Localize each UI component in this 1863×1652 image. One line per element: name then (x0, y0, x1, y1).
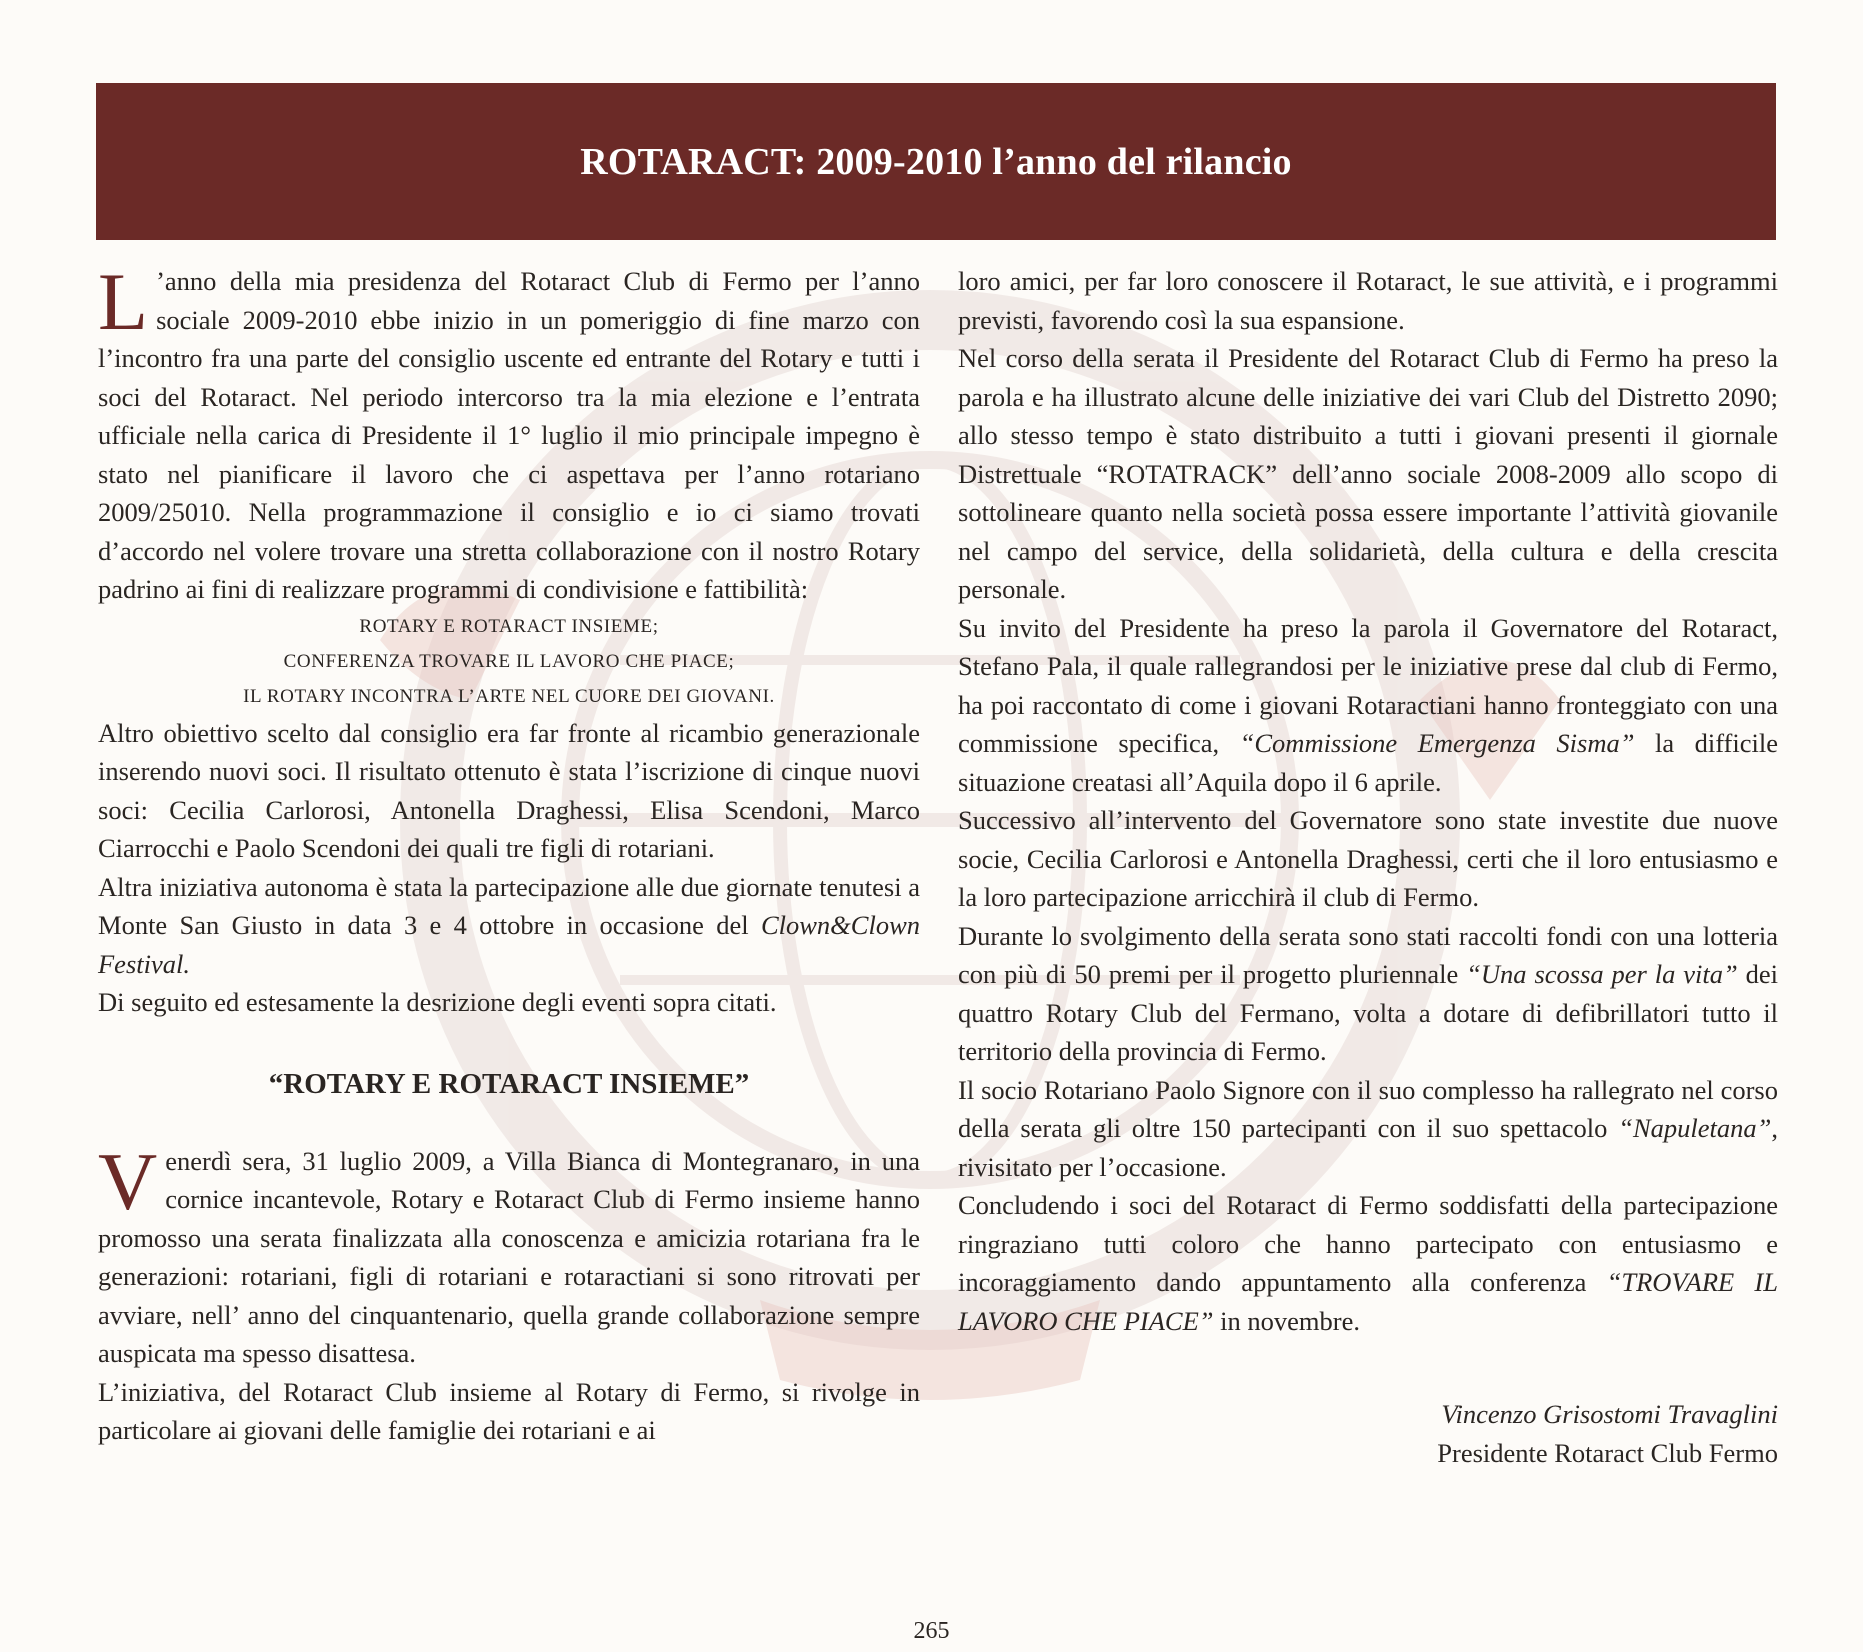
program-item: IL ROTARY INCONTRA L’ARTE NEL CUORE DEI GIOVANI. (243, 685, 775, 707)
initiative-paragraph: L’iniziativa, del Rotaract Club insieme al Rotary di Fermo, si rivolge in particolare ai giovani delle famiglie dei rotariani e ai (98, 1376, 920, 1445)
continuation-paragraph: loro amici, per far loro conoscere il Rotaract, le sue attività, e i programmi previsti, favorendo così la sua espansione. (958, 266, 1778, 335)
left-column (98, 256, 920, 1450)
event-paragraph: Venerdì sera, 31 luglio 2009, a Villa Bianca di Montegranaro, in una cornice incantevole, Rotary e Rotaract Club di Fermo insieme hanno promosso una serata finalizzata alla conoscenza e amicizia rotariana fra le generazioni: rotariani, figli di rotariani e rotaractiani si sono ritrovati per avviare, nell’ anno del cinquantenario, quella grande collaborazione sempre auspicata ma spesso disattesa. (98, 1135, 920, 1368)
right-column (958, 262, 1778, 1472)
program-item: CONFERENZA TROVARE IL LAVORO CHE PIACE; (283, 650, 735, 672)
signature-title: Presidente Rotaract Club Fermo (1437, 1437, 1778, 1468)
page-number: 265 (913, 1618, 950, 1644)
festival-paragraph: Altra iniziativa autonoma è stata la partecipazione alle due giornate tenutesi a Monte San Giusto in data 3 e 4 ottobre in occasione del Clown&Clown Festival. (98, 871, 920, 979)
signature-block (958, 1395, 1778, 1472)
program-item: ROTARY E ROTARACT INSIEME; (359, 615, 659, 637)
following-paragraph: Di seguito ed estesamente la desrizione degli eventi sopra citati. (98, 987, 777, 1017)
lottery-paragraph: Durante lo svolgimento della serata sono stati raccolti fondi con una lotteria con più di 50 premi per il progetto pluriennale “Una scossa per la vita” dei quattro Rotary Club del Fermano, volta a dotare di defibrillatori tutto il territorio della provincia di Fermo. (958, 920, 1779, 1066)
conclusion-paragraph: Concludendo i soci del Rotaract di Fermo soddisfatti della partecipazione ringraziano tutti coloro che hanno partecipato con entusiasmo e incoraggiamento dando appuntamento alla conferenza “TROVARE IL LAVORO CHE PIACE” in novembre. (958, 1190, 1778, 1336)
new-members-paragraph: Altro obiettivo scelto dal consiglio era far fronte al ricambio generazionale inserendo nuovi soci. Il risultato ottenuto è stata l’iscrizione di cinque nuovi soci: Cecilia Carlorosi, Antonella Draghessi, Elisa Scendoni, Marco Ciarrocchi e Paolo Scendoni dei quali tre figli di rotariani. (98, 717, 920, 863)
page-title: ROTARACT: 2009-2010 l’anno del rilancio (580, 140, 1292, 183)
new-partners-paragraph: Successivo all’intervento del Governatore sono state investite due nuove socie, Cecilia Carlorosi e Antonella Draghessi, certi che il loro entusiasmo e la loro partecipazione arricchirà il club di Fermo. (958, 805, 1778, 912)
program-list (98, 609, 920, 714)
governor-paragraph: Su invito del Presidente ha preso la parola il Governatore del Rotaract, Stefano Pala, il quale rallegrandosi per le iniziative prese dal club di Fermo, ha poi raccontato di come i giovani Rotaractiani hanno fronteggiato con una commissione specifica, “Commissione Emergenza Sisma” la difficile situazione creatasi all’Aquila dopo il 6 aprile. (958, 612, 1778, 797)
dropcap-v: V (98, 1135, 158, 1227)
music-paragraph: Il socio Rotariano Paolo Signore con il suo complesso ha rallegrato nel corso della serata gli oltre 150 partecipanti con il suo spettacolo “Napuletana”, rivisitato per l’occasione. (958, 1074, 1778, 1182)
title-banner (96, 83, 1776, 240)
dropcap-l: L (98, 256, 149, 347)
evening-paragraph: Nel corso della serata il Presidente del Rotaract Club di Fermo ha preso la parola e ha illustrato alcune delle iniziative dei vari Club del Distretto 2090; allo stesso tempo è stato distribuito a tutti i giovani presenti il giornale Distrettuale “ROTATRACK” dell’anno sociale 2008-2009 allo scopo di sottolineare quanto nella società possa essere importante l’attività giovanile nel campo del service, della solidarietà, della cultura e della crescita personale. (958, 343, 1778, 604)
intro-paragraph: L ’anno della mia presidenza del Rotaract Club di Fermo per l’anno sociale 2009-2010 ebbe inizio in un pomeriggio di fine marzo con l’incontro fra una parte del consiglio uscente ed entrante del Rotary e tutti i soci del Rotaract. Nel periodo intercorso tra la mia elezione e l’entrata ufficiale nella carica di Presidente il 1° luglio il mio principale impegno è stato nel pianificare il lavoro che ci aspettava per l’anno rotariano 2009/25010. Nella programmazione il consiglio e io ci siamo trovati d’accordo nel volere trovare una stretta collaborazione con il nostro Rotary padrino ai fini di realizzare programmi di condivisione e fattibilità: (98, 256, 920, 604)
section-subheading: “ROTARY E ROTARACT INSIEME” (268, 1067, 750, 1100)
signature-name: Vincenzo Grisostomi Travaglini (1441, 1399, 1778, 1429)
